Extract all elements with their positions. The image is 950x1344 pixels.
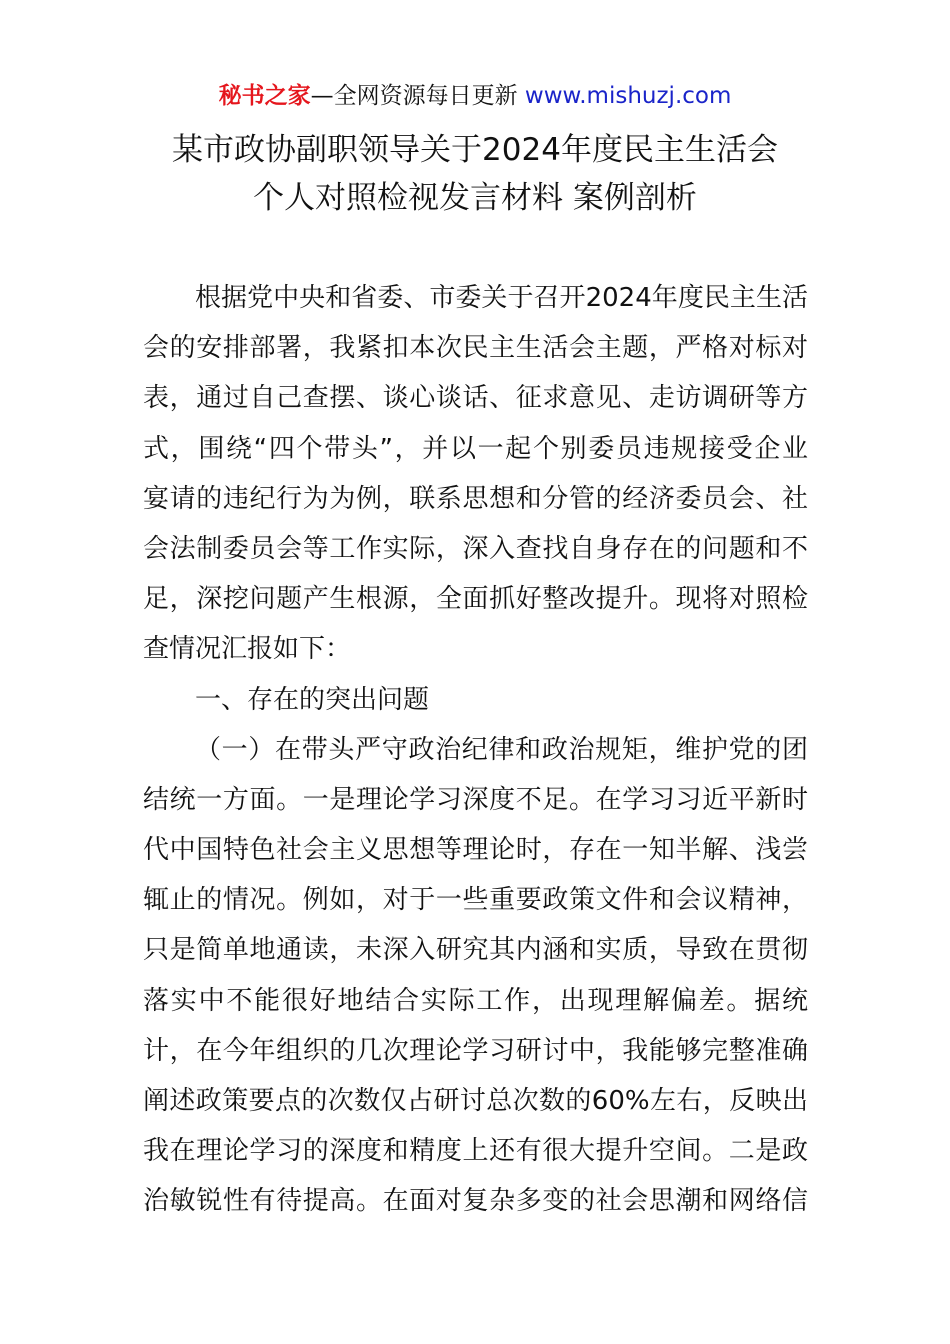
- site-tagline: —全网资源每日更新: [310, 83, 525, 109]
- body-line: 治敏锐性有待提高。在面对复杂多变的社会思潮和网络信: [143, 1186, 808, 1217]
- body-line: 式，围绕“四个带头”，并以一起个别委员违规接受企业: [143, 433, 808, 464]
- body-line: 只是简单地通读，未深入研究其内涵和实质，导致在贯彻: [143, 935, 808, 966]
- document-title-line-1: 某市政协副职领导关于2024年度民主生活会: [172, 132, 778, 168]
- body-line: 宴请的违纪行为为例，联系思想和分管的经济委员会、社: [143, 483, 808, 514]
- section-heading: 一、存在的突出问题: [195, 684, 430, 715]
- body-line: 查情况汇报如下：: [143, 634, 352, 665]
- body-line: （一）在带头严守政治纪律和政治规矩，维护党的团: [195, 734, 808, 765]
- body-line: 会法制委员会等工作实际，深入查找自身存在的问题和不: [143, 533, 808, 564]
- body-line: 辄止的情况。例如，对于一些重要政策文件和会议精神，: [143, 885, 808, 916]
- body-line: 阐述政策要点的次数仅占研讨总次数的60%左右，反映出: [143, 1086, 808, 1116]
- body-line: 我在理论学习的深度和精度上还有很大提升空间。二是政: [143, 1136, 808, 1167]
- body-line: 计，在今年组织的几次理论学习研讨中，我能够完整准确: [143, 1035, 808, 1066]
- body-line: 会的安排部署，我紧扣本次民主生活会主题，严格对标对: [143, 333, 808, 364]
- body-line: 落实中不能很好地结合实际工作，出现理解偏差。据统: [143, 985, 808, 1016]
- document-title-line-2: 个人对照检视发言材料 案例剖析: [253, 180, 697, 216]
- site-url-link[interactable]: www.mishuzj.com: [524, 83, 732, 109]
- site-header: [0, 78, 950, 114]
- body-line: 根据党中央和省委、市委关于召开2024年度民主生活: [195, 283, 808, 313]
- document-body: [143, 278, 808, 1232]
- body-line: 代中国特色社会主义思想等理论时，存在一知半解、浅尝: [143, 835, 808, 866]
- body-line: 结统一方面。一是理论学习深度不足。在学习习近平新时: [143, 784, 808, 815]
- body-line: 表，通过自己查摆、谈心谈话、征求意见、走访调研等方: [143, 383, 808, 414]
- site-brand: 秘书之家: [218, 83, 311, 109]
- body-line: 足，深挖问题产生根源，全面抓好整改提升。现将对照检: [143, 584, 808, 615]
